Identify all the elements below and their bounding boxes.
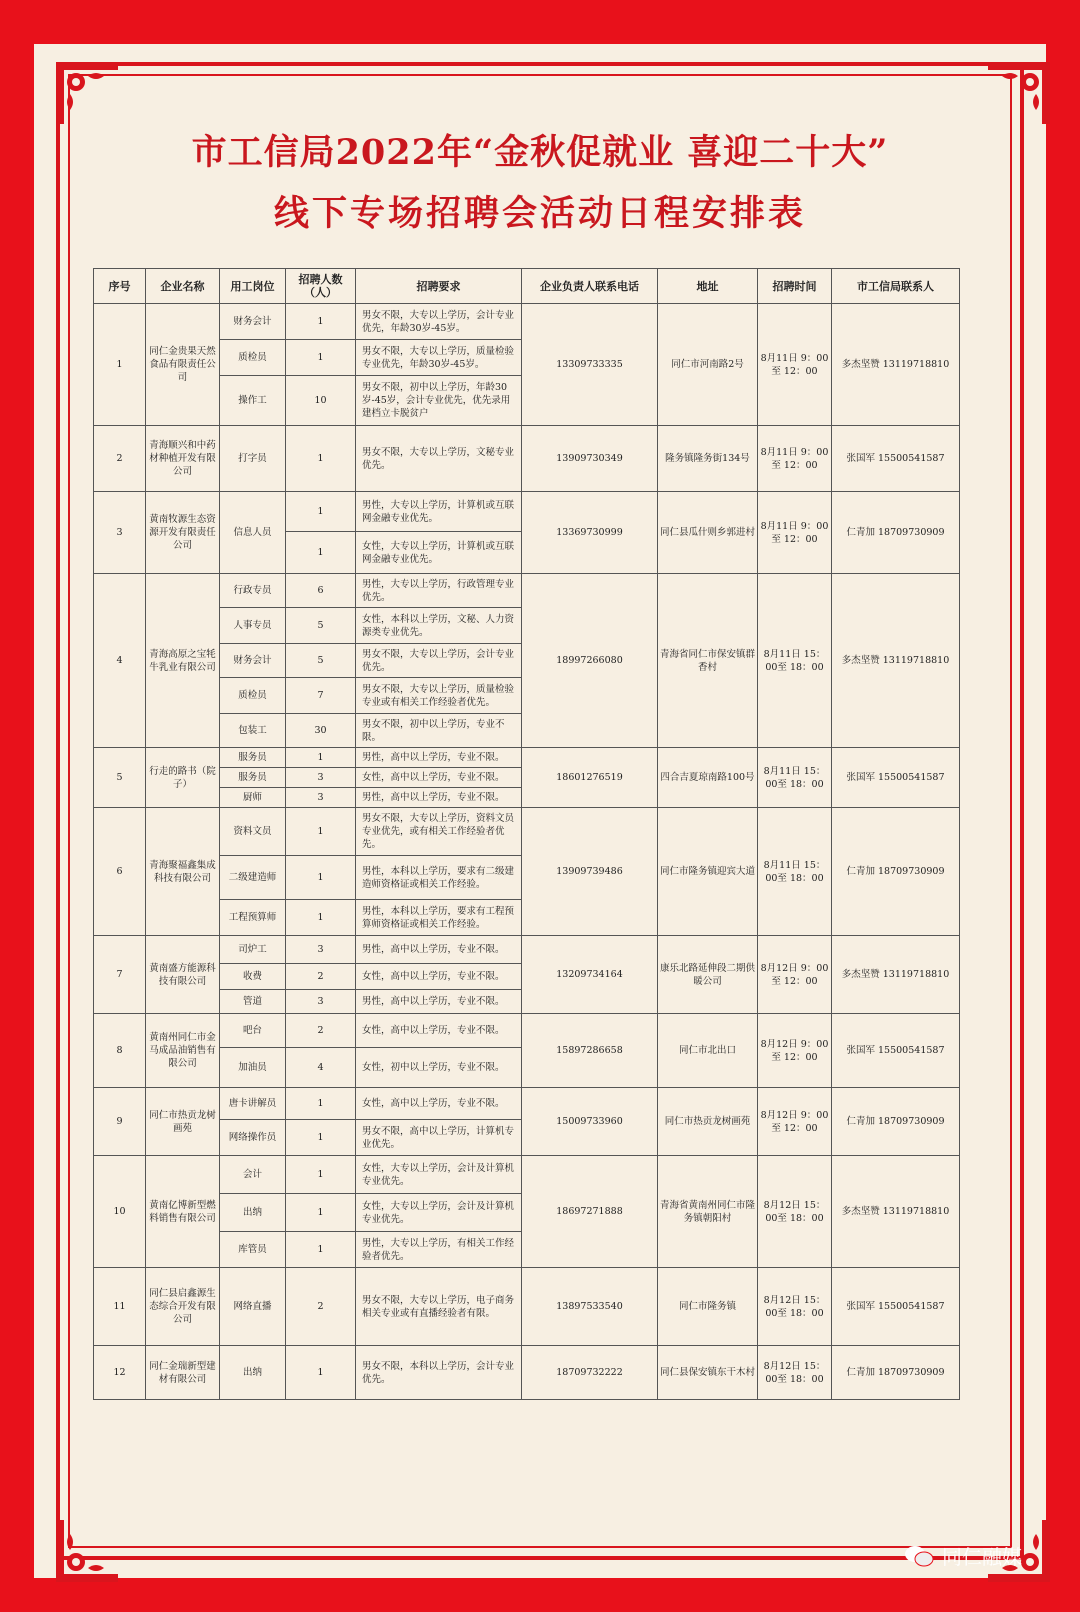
watermark xyxy=(904,1541,1022,1570)
job-requirement: 男女不限，大专以上学历，资料文员专业优先，或有相关工作经验者优先。 xyxy=(356,808,522,856)
recruit-time: 8月11日 15：00至 18：00 xyxy=(758,574,832,748)
job-requirement: 女性，大专以上学历，会计及计算机专业优先。 xyxy=(356,1156,522,1194)
job-requirement: 男女不限，大专以上学历，文秘专业优先。 xyxy=(356,426,522,492)
hire-count: 7 xyxy=(286,678,356,714)
header-cell: 企业负责人联系电话 xyxy=(522,269,658,304)
company-address: 四合吉夏琼南路100号 xyxy=(658,748,758,808)
job-requirement: 男女不限，大专以上学历，质量检验专业优先，年龄30岁-45岁。 xyxy=(356,340,522,376)
contact-phone: 13897533540 xyxy=(522,1268,658,1346)
row-number: 2 xyxy=(94,426,146,492)
recruit-time: 8月11日 15：00至 18：00 xyxy=(758,748,832,808)
job-requirement: 男性，大专以上学历，有相关工作经验者优先。 xyxy=(356,1232,522,1268)
table-row xyxy=(94,748,960,768)
recruit-time: 8月11日 9：00至 12：00 xyxy=(758,304,832,426)
bureau-contact: 多杰坚赞 13119718810 xyxy=(832,304,960,426)
hire-count: 1 xyxy=(286,532,356,574)
header-cell: 用工岗位 xyxy=(220,269,286,304)
job-requirement: 女性，高中以上学历，专业不限。 xyxy=(356,964,522,990)
company-name: 黄南亿博新型燃料销售有限公司 xyxy=(146,1156,220,1268)
recruit-time: 8月12日 15：00至 18：00 xyxy=(758,1156,832,1268)
bureau-contact: 仁青加 18709730909 xyxy=(832,1088,960,1156)
recruit-time: 8月12日 9：00至 12：00 xyxy=(758,1088,832,1156)
company-name: 黄南州同仁市金马成品油销售有限公司 xyxy=(146,1014,220,1088)
table-row xyxy=(94,1014,960,1048)
hire-count: 1 xyxy=(286,900,356,936)
job-requirement: 男女不限，大专以上学历，会计专业优先，年龄30岁-45岁。 xyxy=(356,304,522,340)
contact-phone: 13309733335 xyxy=(522,304,658,426)
job-post: 出纳 xyxy=(220,1346,286,1400)
company-address: 同仁市河南路2号 xyxy=(658,304,758,426)
hire-count: 3 xyxy=(286,990,356,1014)
hire-count: 1 xyxy=(286,856,356,900)
job-requirement: 女性，高中以上学历，专业不限。 xyxy=(356,1088,522,1120)
table-row xyxy=(94,1346,960,1400)
company-name: 同仁市热贡龙树画苑 xyxy=(146,1088,220,1156)
recruit-time: 8月12日 15：00至 18：00 xyxy=(758,1346,832,1400)
row-number: 12 xyxy=(94,1346,146,1400)
job-post: 网络直播 xyxy=(220,1268,286,1346)
job-post: 财务会计 xyxy=(220,304,286,340)
header-cell: 招聘时间 xyxy=(758,269,832,304)
hire-count: 3 xyxy=(286,936,356,964)
job-post: 服务员 xyxy=(220,768,286,788)
company-name: 同仁县启鑫源生态综合开发有限公司 xyxy=(146,1268,220,1346)
schedule-table xyxy=(93,268,960,1400)
company-address: 隆务镇隆务街134号 xyxy=(658,426,758,492)
job-requirement: 男女不限，初中以上学历，专业不限。 xyxy=(356,714,522,748)
table-row xyxy=(94,574,960,608)
row-number: 11 xyxy=(94,1268,146,1346)
company-name: 青海高原之宝牦牛乳业有限公司 xyxy=(146,574,220,748)
floral-corner-icon xyxy=(984,58,1054,128)
job-post: 会计 xyxy=(220,1156,286,1194)
contact-phone: 18601276519 xyxy=(522,748,658,808)
table-row xyxy=(94,1156,960,1194)
contact-phone: 13909730349 xyxy=(522,426,658,492)
job-requirement: 女性，高中以上学历，专业不限。 xyxy=(356,1014,522,1048)
table-row xyxy=(94,808,960,856)
table-row xyxy=(94,426,960,492)
hire-count: 1 xyxy=(286,1156,356,1194)
job-post: 厨师 xyxy=(220,788,286,808)
company-address: 青海省黄南州同仁市隆务镇朝阳村 xyxy=(658,1156,758,1268)
page-subtitle: 线下专场招聘会活动日程安排表 xyxy=(273,193,806,234)
job-requirement: 女性，大专以上学历，会计及计算机专业优先。 xyxy=(356,1194,522,1232)
job-post: 库管员 xyxy=(220,1232,286,1268)
company-name: 同仁金贵果天然食品有限责任公司 xyxy=(146,304,220,426)
job-post: 管道 xyxy=(220,990,286,1014)
company-name: 黄南牧源生态资源开发有限责任公司 xyxy=(146,492,220,574)
row-number: 8 xyxy=(94,1014,146,1088)
header-cell: 市工信局联系人 xyxy=(832,269,960,304)
job-requirement: 男性，本科以上学历，要求有工程预算师资格证或相关工作经验。 xyxy=(356,900,522,936)
contact-phone: 15897286658 xyxy=(522,1014,658,1088)
hire-count: 2 xyxy=(286,1014,356,1048)
recruit-time: 8月12日 15：00至 18：00 xyxy=(758,1268,832,1346)
job-post: 质检员 xyxy=(220,678,286,714)
job-post: 工程预算师 xyxy=(220,900,286,936)
table-row xyxy=(94,492,960,532)
job-requirement: 男女不限，高中以上学历，计算机专业优先。 xyxy=(356,1120,522,1156)
recruit-time: 8月12日 9：00至 12：00 xyxy=(758,936,832,1014)
contact-phone: 18697271888 xyxy=(522,1156,658,1268)
job-requirement: 男女不限，大专以上学历，会计专业优先。 xyxy=(356,644,522,678)
hire-count: 5 xyxy=(286,644,356,678)
job-requirement: 男女不限，本科以上学历，会计专业优先。 xyxy=(356,1346,522,1400)
header-cell: 招聘要求 xyxy=(356,269,522,304)
job-post: 财务会计 xyxy=(220,644,286,678)
job-post: 质检员 xyxy=(220,340,286,376)
job-requirement: 女性，高中以上学历，专业不限。 xyxy=(356,768,522,788)
job-requirement: 男女不限，大专以上学历，质量检验专业或有相关工作经验者优先。 xyxy=(356,678,522,714)
hire-count: 1 xyxy=(286,492,356,532)
job-requirement: 女性，大专以上学历，计算机或互联网金融专业优先。 xyxy=(356,532,522,574)
bureau-contact: 张国军 15500541587 xyxy=(832,748,960,808)
header-cell: 招聘人数（人） xyxy=(286,269,356,304)
job-post: 资料文员 xyxy=(220,808,286,856)
company-address: 同仁市隆务镇迎宾大道 xyxy=(658,808,758,936)
company-address: 同仁市隆务镇 xyxy=(658,1268,758,1346)
row-number: 10 xyxy=(94,1156,146,1268)
hire-count: 5 xyxy=(286,608,356,644)
contact-phone: 13909739486 xyxy=(522,808,658,936)
hire-count: 1 xyxy=(286,340,356,376)
bureau-contact: 多杰坚赞 13119718810 xyxy=(832,936,960,1014)
hire-count: 1 xyxy=(286,1346,356,1400)
bureau-contact: 多杰坚赞 13119718810 xyxy=(832,574,960,748)
bureau-contact: 仁青加 18709730909 xyxy=(832,1346,960,1400)
bureau-contact: 张国军 15500541587 xyxy=(832,1268,960,1346)
bureau-contact: 仁青加 18709730909 xyxy=(832,808,960,936)
job-post: 包装工 xyxy=(220,714,286,748)
hire-count: 1 xyxy=(286,1088,356,1120)
recruit-time: 8月11日 15：00至 18：00 xyxy=(758,808,832,936)
company-address: 同仁市热贡龙树画苑 xyxy=(658,1088,758,1156)
row-number: 5 xyxy=(94,748,146,808)
watermark-text: 同仁融媒 xyxy=(942,1545,1022,1569)
bureau-contact: 仁青加 18709730909 xyxy=(832,492,960,574)
table-header-row xyxy=(94,269,960,304)
job-post: 加油员 xyxy=(220,1048,286,1088)
contact-phone: 15009733960 xyxy=(522,1088,658,1156)
job-post: 打字员 xyxy=(220,426,286,492)
job-post: 操作工 xyxy=(220,376,286,426)
job-post: 吧台 xyxy=(220,1014,286,1048)
hire-count: 30 xyxy=(286,714,356,748)
job-requirement: 男性，大专以上学历，计算机或互联网金融专业优先。 xyxy=(356,492,522,532)
page-title: 市工信局2022年“金秋促就业 喜迎二十大” xyxy=(191,132,889,173)
company-name: 青海聚福鑫集成科技有限公司 xyxy=(146,808,220,936)
job-requirement: 男性，高中以上学历，专业不限。 xyxy=(356,936,522,964)
hire-count: 2 xyxy=(286,1268,356,1346)
header-cell: 序号 xyxy=(94,269,146,304)
hire-count: 6 xyxy=(286,574,356,608)
table-row xyxy=(94,304,960,340)
job-post: 服务员 xyxy=(220,748,286,768)
hire-count: 3 xyxy=(286,788,356,808)
company-address: 同仁县保安镇东干木村 xyxy=(658,1346,758,1400)
header-cell: 地址 xyxy=(658,269,758,304)
recruit-time: 8月11日 9：00至 12：00 xyxy=(758,426,832,492)
hire-count: 1 xyxy=(286,426,356,492)
job-post: 唐卡讲解员 xyxy=(220,1088,286,1120)
company-address: 青海省同仁市保安镇群香村 xyxy=(658,574,758,748)
hire-count: 3 xyxy=(286,768,356,788)
company-name: 黄南盛方能源科技有限公司 xyxy=(146,936,220,1014)
job-post: 信息人员 xyxy=(220,492,286,574)
hire-count: 1 xyxy=(286,304,356,340)
bureau-contact: 多杰坚赞 13119718810 xyxy=(832,1156,960,1268)
company-name: 青海顺兴和中药材种植开发有限公司 xyxy=(146,426,220,492)
job-post: 行政专员 xyxy=(220,574,286,608)
hire-count: 10 xyxy=(286,376,356,426)
hire-count: 1 xyxy=(286,1120,356,1156)
job-post: 收费 xyxy=(220,964,286,990)
bureau-contact: 张国军 15500541587 xyxy=(832,1014,960,1088)
floral-corner-icon xyxy=(52,1516,122,1586)
hire-count: 1 xyxy=(286,1194,356,1232)
job-requirement: 男性，高中以上学历，专业不限。 xyxy=(356,990,522,1014)
job-post: 二级建造师 xyxy=(220,856,286,900)
job-requirement: 男性，高中以上学历，专业不限。 xyxy=(356,788,522,808)
company-name: 同仁金瑞新型建材有限公司 xyxy=(146,1346,220,1400)
table-row xyxy=(94,1088,960,1120)
row-number: 3 xyxy=(94,492,146,574)
floral-corner-icon xyxy=(52,58,122,128)
job-post: 出纳 xyxy=(220,1194,286,1232)
bureau-contact: 张国军 15500541587 xyxy=(832,426,960,492)
job-post: 司炉工 xyxy=(220,936,286,964)
hire-count: 1 xyxy=(286,748,356,768)
contact-phone: 18709732222 xyxy=(522,1346,658,1400)
table-row xyxy=(94,1268,960,1346)
job-requirement: 女性，本科以上学历，文秘、人力资源类专业优先。 xyxy=(356,608,522,644)
job-requirement: 男女不限，初中以上学历，年龄30岁-45岁，会计专业优先，优先录用建档立卡脱贫户 xyxy=(356,376,522,426)
recruit-time: 8月12日 9：00至 12：00 xyxy=(758,1014,832,1088)
hire-count: 2 xyxy=(286,964,356,990)
table-row xyxy=(94,936,960,964)
contact-phone: 13209734164 xyxy=(522,936,658,1014)
contact-phone: 13369730999 xyxy=(522,492,658,574)
contact-phone: 18997266080 xyxy=(522,574,658,748)
job-requirement: 女性，初中以上学历，专业不限。 xyxy=(356,1048,522,1088)
wechat-icon xyxy=(904,1545,934,1567)
job-post: 网络操作员 xyxy=(220,1120,286,1156)
company-name: 行走的路书（院子） xyxy=(146,748,220,808)
row-number: 1 xyxy=(94,304,146,426)
company-address: 同仁市北出口 xyxy=(658,1014,758,1088)
row-number: 9 xyxy=(94,1088,146,1156)
job-requirement: 男性，大专以上学历，行政管理专业优先。 xyxy=(356,574,522,608)
job-requirement: 男性，本科以上学历，要求有二级建造师资格证或相关工作经验。 xyxy=(356,856,522,900)
job-requirement: 男女不限，大专以上学历，电子商务相关专业或有直播经验者有限。 xyxy=(356,1268,522,1346)
hire-count: 1 xyxy=(286,808,356,856)
hire-count: 1 xyxy=(286,1232,356,1268)
company-address: 康乐北路延伸段二期供暖公司 xyxy=(658,936,758,1014)
hire-count: 4 xyxy=(286,1048,356,1088)
company-address: 同仁县瓜什则乡郭进村 xyxy=(658,492,758,574)
row-number: 7 xyxy=(94,936,146,1014)
row-number: 4 xyxy=(94,574,146,748)
job-requirement: 男性，高中以上学历，专业不限。 xyxy=(356,748,522,768)
recruit-time: 8月11日 9：00至 12：00 xyxy=(758,492,832,574)
header-cell: 企业名称 xyxy=(146,269,220,304)
row-number: 6 xyxy=(94,808,146,936)
job-post: 人事专员 xyxy=(220,608,286,644)
